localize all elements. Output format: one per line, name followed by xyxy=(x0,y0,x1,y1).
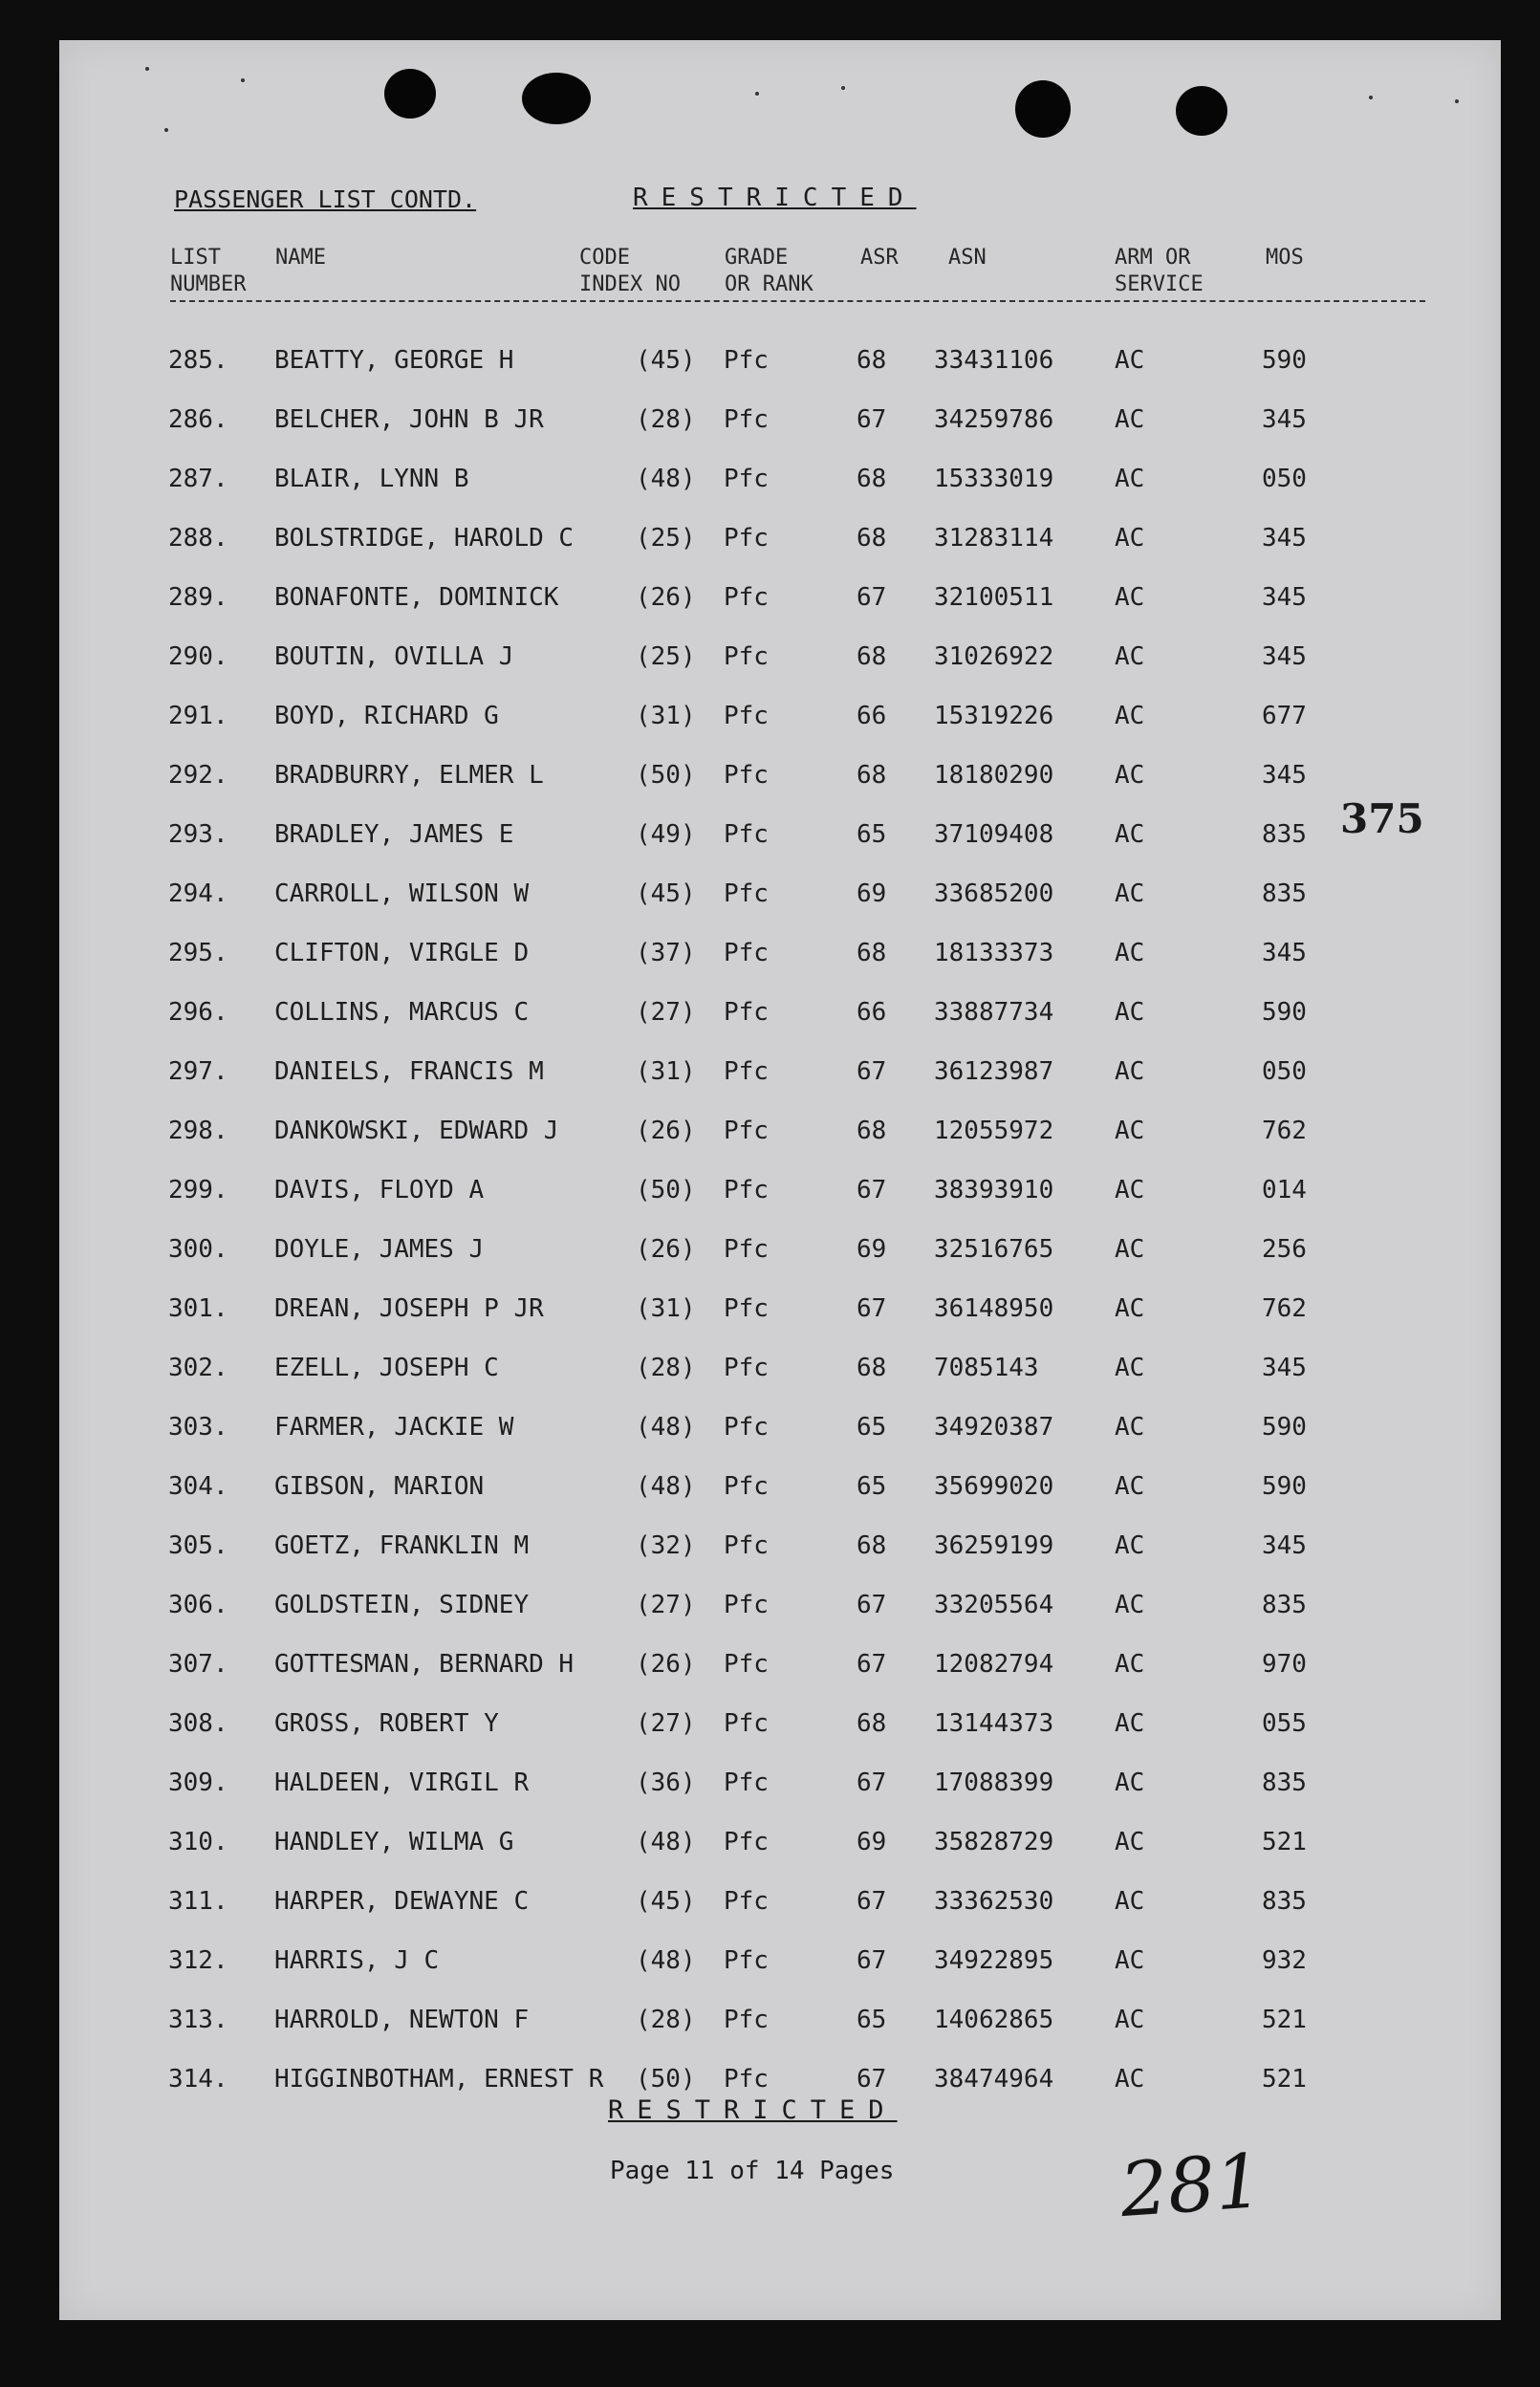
cell-asn: 14062865 xyxy=(934,2006,1054,2034)
cell-list-number: 293. xyxy=(168,820,228,849)
cell-mos: 345 xyxy=(1262,524,1307,553)
table-row xyxy=(59,1335,1501,1394)
cell-code-index: (37) xyxy=(636,939,696,967)
cell-mos: 835 xyxy=(1262,820,1307,849)
cell-list-number: 290. xyxy=(168,642,228,671)
page-indicator: Page 11 of 14 Pages xyxy=(610,2157,895,2185)
cell-grade: Pfc xyxy=(724,1946,769,1975)
cell-asn: 36123987 xyxy=(934,1057,1054,1086)
col-grade: GRADE OR RANK xyxy=(725,246,813,296)
cell-arm-service: AC xyxy=(1115,1531,1145,1560)
cell-list-number: 313. xyxy=(168,2006,228,2034)
cell-name: GOTTESMAN, BERNARD H xyxy=(274,1650,575,1679)
cell-mos: 014 xyxy=(1262,1176,1307,1204)
cell-code-index: (28) xyxy=(636,1354,696,1382)
cell-code-index: (49) xyxy=(636,820,696,849)
cell-list-number: 297. xyxy=(168,1057,228,1086)
table-row xyxy=(59,564,1501,623)
cell-grade: Pfc xyxy=(724,524,769,553)
cell-grade: Pfc xyxy=(724,820,769,849)
col-asn: ASN xyxy=(948,246,987,270)
cell-code-index: (27) xyxy=(636,1591,696,1619)
cell-asr: 67 xyxy=(857,583,887,612)
cell-asn: 33362530 xyxy=(934,1887,1054,1916)
cell-asn: 37109408 xyxy=(934,820,1054,849)
cell-asr: 67 xyxy=(857,1769,887,1797)
cell-code-index: (28) xyxy=(636,405,696,434)
cell-name: CLIFTON, VIRGLE D xyxy=(274,939,530,967)
punch-hole xyxy=(522,73,591,124)
cell-grade: Pfc xyxy=(724,1591,769,1619)
cell-asr: 67 xyxy=(857,2065,887,2094)
col-mos: MOS xyxy=(1266,246,1304,270)
cell-code-index: (25) xyxy=(636,642,696,671)
cell-mos: 762 xyxy=(1262,1294,1307,1323)
cell-asn: 15333019 xyxy=(934,465,1054,493)
cell-mos: 345 xyxy=(1262,1531,1307,1560)
cell-name: BRADLEY, JAMES E xyxy=(274,820,514,849)
cell-arm-service: AC xyxy=(1115,346,1145,375)
cell-code-index: (48) xyxy=(636,1946,696,1975)
table-row xyxy=(59,801,1501,860)
restricted-footer: RESTRICTED xyxy=(608,2095,898,2125)
cell-name: BOUTIN, OVILLA J xyxy=(274,642,514,671)
cell-code-index: (48) xyxy=(636,1413,696,1442)
cell-arm-service: AC xyxy=(1115,1057,1145,1086)
cell-arm-service: AC xyxy=(1115,998,1145,1027)
cell-mos: 835 xyxy=(1262,1769,1307,1797)
cell-grade: Pfc xyxy=(724,1057,769,1086)
cell-asr: 66 xyxy=(857,998,887,1027)
cell-mos: 762 xyxy=(1262,1117,1307,1145)
cell-arm-service: AC xyxy=(1115,405,1145,434)
cell-arm-service: AC xyxy=(1115,465,1145,493)
cell-asr: 68 xyxy=(857,1117,887,1145)
cell-list-number: 309. xyxy=(168,1769,228,1797)
table-row xyxy=(59,1038,1501,1097)
cell-list-number: 310. xyxy=(168,1828,228,1856)
table-row xyxy=(59,505,1501,564)
cell-code-index: (31) xyxy=(636,1294,696,1323)
cell-asr: 65 xyxy=(857,820,887,849)
cell-arm-service: AC xyxy=(1115,761,1145,790)
cell-name: DANIELS, FRANCIS M xyxy=(274,1057,544,1086)
cell-asn: 34922895 xyxy=(934,1946,1054,1975)
cell-asn: 7085143 xyxy=(934,1354,1039,1382)
cell-asn: 17088399 xyxy=(934,1769,1054,1797)
cell-arm-service: AC xyxy=(1115,583,1145,612)
cell-list-number: 305. xyxy=(168,1531,228,1560)
cell-code-index: (32) xyxy=(636,1531,696,1560)
cell-list-number: 301. xyxy=(168,1294,228,1323)
cell-name: BOYD, RICHARD G xyxy=(274,702,499,730)
cell-list-number: 294. xyxy=(168,879,228,908)
cell-arm-service: AC xyxy=(1115,642,1145,671)
table-row xyxy=(59,1809,1501,1868)
cell-arm-service: AC xyxy=(1115,939,1145,967)
cell-asr: 67 xyxy=(857,1294,887,1323)
cell-asn: 35699020 xyxy=(934,1472,1054,1501)
cell-asn: 33205564 xyxy=(934,1591,1054,1619)
cell-asr: 69 xyxy=(857,879,887,908)
cell-name: BEATTY, GEORGE H xyxy=(274,346,514,375)
cell-code-index: (50) xyxy=(636,1176,696,1204)
cell-name: DOYLE, JAMES J xyxy=(274,1235,485,1264)
table-row xyxy=(59,1453,1501,1512)
cell-mos: 590 xyxy=(1262,1413,1307,1442)
table-row xyxy=(59,327,1501,386)
cell-asn: 35828729 xyxy=(934,1828,1054,1856)
punch-hole xyxy=(1176,86,1227,136)
cell-code-index: (26) xyxy=(636,1117,696,1145)
cell-asn: 33431106 xyxy=(934,346,1054,375)
cell-grade: Pfc xyxy=(724,642,769,671)
cell-asr: 68 xyxy=(857,1354,887,1382)
cell-list-number: 285. xyxy=(168,346,228,375)
cell-mos: 345 xyxy=(1262,405,1307,434)
cell-code-index: (48) xyxy=(636,1472,696,1501)
cell-asr: 65 xyxy=(857,1413,887,1442)
cell-grade: Pfc xyxy=(724,583,769,612)
cell-grade: Pfc xyxy=(724,1235,769,1264)
cell-name: HARRIS, J C xyxy=(274,1946,440,1975)
table-row xyxy=(59,1097,1501,1157)
col-list-number: LIST NUMBER xyxy=(170,246,247,296)
cell-asn: 13144373 xyxy=(934,1709,1054,1738)
cell-mos: 932 xyxy=(1262,1946,1307,1975)
table-row xyxy=(59,920,1501,979)
cell-mos: 590 xyxy=(1262,1472,1307,1501)
cell-grade: Pfc xyxy=(724,346,769,375)
cell-grade: Pfc xyxy=(724,998,769,1027)
cell-code-index: (26) xyxy=(636,583,696,612)
cell-asn: 36148950 xyxy=(934,1294,1054,1323)
cell-asr: 68 xyxy=(857,465,887,493)
cell-asn: 31283114 xyxy=(934,524,1054,553)
cell-asr: 67 xyxy=(857,1887,887,1916)
cell-name: GOLDSTEIN, SIDNEY xyxy=(274,1591,530,1619)
cell-arm-service: AC xyxy=(1115,1413,1145,1442)
cell-arm-service: AC xyxy=(1115,524,1145,553)
cell-asn: 18133373 xyxy=(934,939,1054,967)
table-row xyxy=(59,1216,1501,1275)
col-arm-service: ARM OR SERVICE xyxy=(1115,246,1204,296)
cell-arm-service: AC xyxy=(1115,2006,1145,2034)
table-row xyxy=(59,1394,1501,1453)
restricted-header: RESTRICTED xyxy=(633,184,917,212)
cell-code-index: (45) xyxy=(636,879,696,908)
col-code-index: CODE INDEX NO xyxy=(579,246,681,296)
cell-asr: 66 xyxy=(857,702,887,730)
cell-code-index: (26) xyxy=(636,1235,696,1264)
cell-arm-service: AC xyxy=(1115,1709,1145,1738)
table-row xyxy=(59,1512,1501,1572)
cell-list-number: 300. xyxy=(168,1235,228,1264)
cell-asn: 32516765 xyxy=(934,1235,1054,1264)
cell-list-number: 312. xyxy=(168,1946,228,1975)
cell-mos: 256 xyxy=(1262,1235,1307,1264)
cell-name: HIGGINBOTHAM, ERNEST R xyxy=(274,2065,604,2094)
cell-grade: Pfc xyxy=(724,1769,769,1797)
cell-asr: 67 xyxy=(857,1591,887,1619)
cell-asn: 38474964 xyxy=(934,2065,1054,2094)
cell-name: HARROLD, NEWTON F xyxy=(274,2006,530,2034)
cell-asr: 65 xyxy=(857,2006,887,2034)
table-row xyxy=(59,445,1501,505)
cell-asr: 68 xyxy=(857,761,887,790)
cell-grade: Pfc xyxy=(724,465,769,493)
cell-grade: Pfc xyxy=(724,1117,769,1145)
cell-grade: Pfc xyxy=(724,1176,769,1204)
cell-asr: 67 xyxy=(857,1176,887,1204)
cell-mos: 835 xyxy=(1262,1887,1307,1916)
cell-code-index: (31) xyxy=(636,1057,696,1086)
cell-mos: 835 xyxy=(1262,879,1307,908)
cell-grade: Pfc xyxy=(724,1472,769,1501)
cell-grade: Pfc xyxy=(724,1531,769,1560)
cell-name: DANKOWSKI, EDWARD J xyxy=(274,1117,559,1145)
cell-grade: Pfc xyxy=(724,879,769,908)
cell-arm-service: AC xyxy=(1115,1769,1145,1797)
col-name: NAME xyxy=(275,246,326,270)
cell-mos: 055 xyxy=(1262,1709,1307,1738)
cell-grade: Pfc xyxy=(724,2006,769,2034)
cell-name: COLLINS, MARCUS C xyxy=(274,998,530,1027)
cell-asr: 67 xyxy=(857,1650,887,1679)
cell-grade: Pfc xyxy=(724,939,769,967)
cell-asr: 67 xyxy=(857,1057,887,1086)
table-row xyxy=(59,683,1501,742)
cell-asn: 31026922 xyxy=(934,642,1054,671)
cell-name: BONAFONTE, DOMINICK xyxy=(274,583,559,612)
cell-asr: 67 xyxy=(857,405,887,434)
cell-mos: 345 xyxy=(1262,1354,1307,1382)
cell-grade: Pfc xyxy=(724,1354,769,1382)
cell-asr: 67 xyxy=(857,1946,887,1975)
cell-asn: 18180290 xyxy=(934,761,1054,790)
table-row xyxy=(59,860,1501,920)
cell-code-index: (28) xyxy=(636,2006,696,2034)
cell-name: HALDEEN, VIRGIL R xyxy=(274,1769,530,1797)
table-row xyxy=(59,1986,1501,2046)
cell-arm-service: AC xyxy=(1115,1235,1145,1264)
cell-name: BLAIR, LYNN B xyxy=(274,465,469,493)
cell-list-number: 307. xyxy=(168,1650,228,1679)
cell-name: GOETZ, FRANKLIN M xyxy=(274,1531,530,1560)
cell-list-number: 302. xyxy=(168,1354,228,1382)
table-row xyxy=(59,742,1501,801)
table-row xyxy=(59,1868,1501,1927)
cell-name: HARPER, DEWAYNE C xyxy=(274,1887,530,1916)
cell-asr: 69 xyxy=(857,1828,887,1856)
cell-arm-service: AC xyxy=(1115,1294,1145,1323)
cell-code-index: (50) xyxy=(636,2065,696,2094)
cell-name: FARMER, JACKIE W xyxy=(274,1413,514,1442)
cell-mos: 345 xyxy=(1262,939,1307,967)
cell-name: BELCHER, JOHN B JR xyxy=(274,405,544,434)
cell-arm-service: AC xyxy=(1115,1828,1145,1856)
table-row xyxy=(59,623,1501,683)
cell-arm-service: AC xyxy=(1115,1117,1145,1145)
cell-mos: 521 xyxy=(1262,1828,1307,1856)
cell-arm-service: AC xyxy=(1115,820,1145,849)
cell-arm-service: AC xyxy=(1115,1650,1145,1679)
passenger-list-title: PASSENGER LIST CONTD. xyxy=(174,185,477,213)
table-row xyxy=(59,1157,1501,1216)
cell-asr: 68 xyxy=(857,939,887,967)
cell-arm-service: AC xyxy=(1115,1354,1145,1382)
cell-code-index: (27) xyxy=(636,1709,696,1738)
cell-asr: 68 xyxy=(857,524,887,553)
cell-list-number: 299. xyxy=(168,1176,228,1204)
cell-asn: 15319226 xyxy=(934,702,1054,730)
cell-code-index: (45) xyxy=(636,346,696,375)
cell-arm-service: AC xyxy=(1115,1472,1145,1501)
cell-name: GROSS, ROBERT Y xyxy=(274,1709,499,1738)
cell-asr: 68 xyxy=(857,1709,887,1738)
cell-arm-service: AC xyxy=(1115,1946,1145,1975)
table-row xyxy=(59,1749,1501,1809)
header-rule xyxy=(170,300,1425,302)
document-page xyxy=(59,40,1501,2320)
table-row xyxy=(59,386,1501,445)
cell-asn: 34920387 xyxy=(934,1413,1054,1442)
cell-list-number: 304. xyxy=(168,1472,228,1501)
cell-name: DREAN, JOSEPH P JR xyxy=(274,1294,544,1323)
cell-asn: 34259786 xyxy=(934,405,1054,434)
cell-grade: Pfc xyxy=(724,1413,769,1442)
cell-grade: Pfc xyxy=(724,2065,769,2094)
cell-grade: Pfc xyxy=(724,1709,769,1738)
cell-asr: 65 xyxy=(857,1472,887,1501)
cell-grade: Pfc xyxy=(724,1294,769,1323)
cell-mos: 521 xyxy=(1262,2065,1307,2094)
cell-asn: 38393910 xyxy=(934,1176,1054,1204)
table-row xyxy=(59,1631,1501,1690)
cell-list-number: 289. xyxy=(168,583,228,612)
table-row xyxy=(59,1572,1501,1631)
cell-name: DAVIS, FLOYD A xyxy=(274,1176,485,1204)
cell-code-index: (48) xyxy=(636,465,696,493)
table-row xyxy=(59,1927,1501,1986)
cell-mos: 970 xyxy=(1262,1650,1307,1679)
col-asr: ASR xyxy=(860,246,899,270)
cell-code-index: (45) xyxy=(636,1887,696,1916)
cell-name: EZELL, JOSEPH C xyxy=(274,1354,499,1382)
cell-arm-service: AC xyxy=(1115,1591,1145,1619)
margin-number: 375 xyxy=(1340,795,1424,842)
cell-asn: 12082794 xyxy=(934,1650,1054,1679)
cell-asr: 69 xyxy=(857,1235,887,1264)
cell-mos: 050 xyxy=(1262,1057,1307,1086)
cell-grade: Pfc xyxy=(724,702,769,730)
cell-asn: 32100511 xyxy=(934,583,1054,612)
cell-list-number: 303. xyxy=(168,1413,228,1442)
cell-code-index: (25) xyxy=(636,524,696,553)
cell-list-number: 298. xyxy=(168,1117,228,1145)
cell-grade: Pfc xyxy=(724,1828,769,1856)
punch-hole xyxy=(1015,80,1071,138)
cell-list-number: 286. xyxy=(168,405,228,434)
cell-mos: 345 xyxy=(1262,761,1307,790)
cell-name: HANDLEY, WILMA G xyxy=(274,1828,514,1856)
cell-list-number: 306. xyxy=(168,1591,228,1619)
cell-asn: 33887734 xyxy=(934,998,1054,1027)
cell-code-index: (27) xyxy=(636,998,696,1027)
cell-list-number: 292. xyxy=(168,761,228,790)
table-row xyxy=(59,1275,1501,1335)
cell-arm-service: AC xyxy=(1115,1887,1145,1916)
cell-asn: 12055972 xyxy=(934,1117,1054,1145)
cell-mos: 345 xyxy=(1262,583,1307,612)
cell-asn: 33685200 xyxy=(934,879,1054,908)
cell-grade: Pfc xyxy=(724,1887,769,1916)
cell-mos: 590 xyxy=(1262,998,1307,1027)
cell-list-number: 288. xyxy=(168,524,228,553)
cell-mos: 590 xyxy=(1262,346,1307,375)
cell-code-index: (36) xyxy=(636,1769,696,1797)
cell-grade: Pfc xyxy=(724,1650,769,1679)
cell-code-index: (50) xyxy=(636,761,696,790)
cell-code-index: (26) xyxy=(636,1650,696,1679)
cell-list-number: 291. xyxy=(168,702,228,730)
cell-asn: 36259199 xyxy=(934,1531,1054,1560)
cell-arm-service: AC xyxy=(1115,2065,1145,2094)
cell-mos: 677 xyxy=(1262,702,1307,730)
cell-arm-service: AC xyxy=(1115,879,1145,908)
cell-asr: 68 xyxy=(857,1531,887,1560)
cell-asr: 68 xyxy=(857,642,887,671)
cell-arm-service: AC xyxy=(1115,702,1145,730)
cell-list-number: 311. xyxy=(168,1887,228,1916)
cell-mos: 050 xyxy=(1262,465,1307,493)
cell-name: CARROLL, WILSON W xyxy=(274,879,530,908)
cell-list-number: 295. xyxy=(168,939,228,967)
cell-list-number: 308. xyxy=(168,1709,228,1738)
cell-grade: Pfc xyxy=(724,405,769,434)
cell-arm-service: AC xyxy=(1115,1176,1145,1204)
cell-list-number: 314. xyxy=(168,2065,228,2094)
cell-list-number: 287. xyxy=(168,465,228,493)
punch-hole xyxy=(384,69,436,119)
cell-mos: 521 xyxy=(1262,2006,1307,2034)
cell-code-index: (48) xyxy=(636,1828,696,1856)
table-row xyxy=(59,1690,1501,1749)
cell-grade: Pfc xyxy=(724,761,769,790)
cell-code-index: (31) xyxy=(636,702,696,730)
cell-asr: 68 xyxy=(857,346,887,375)
cell-mos: 345 xyxy=(1262,642,1307,671)
cell-name: BOLSTRIDGE, HAROLD C xyxy=(274,524,575,553)
cell-list-number: 296. xyxy=(168,998,228,1027)
table-row xyxy=(59,979,1501,1038)
cell-name: GIBSON, MARION xyxy=(274,1472,485,1501)
cell-mos: 835 xyxy=(1262,1591,1307,1619)
handwritten-number: 281 xyxy=(1117,2137,1266,2235)
cell-name: BRADBURRY, ELMER L xyxy=(274,761,544,790)
